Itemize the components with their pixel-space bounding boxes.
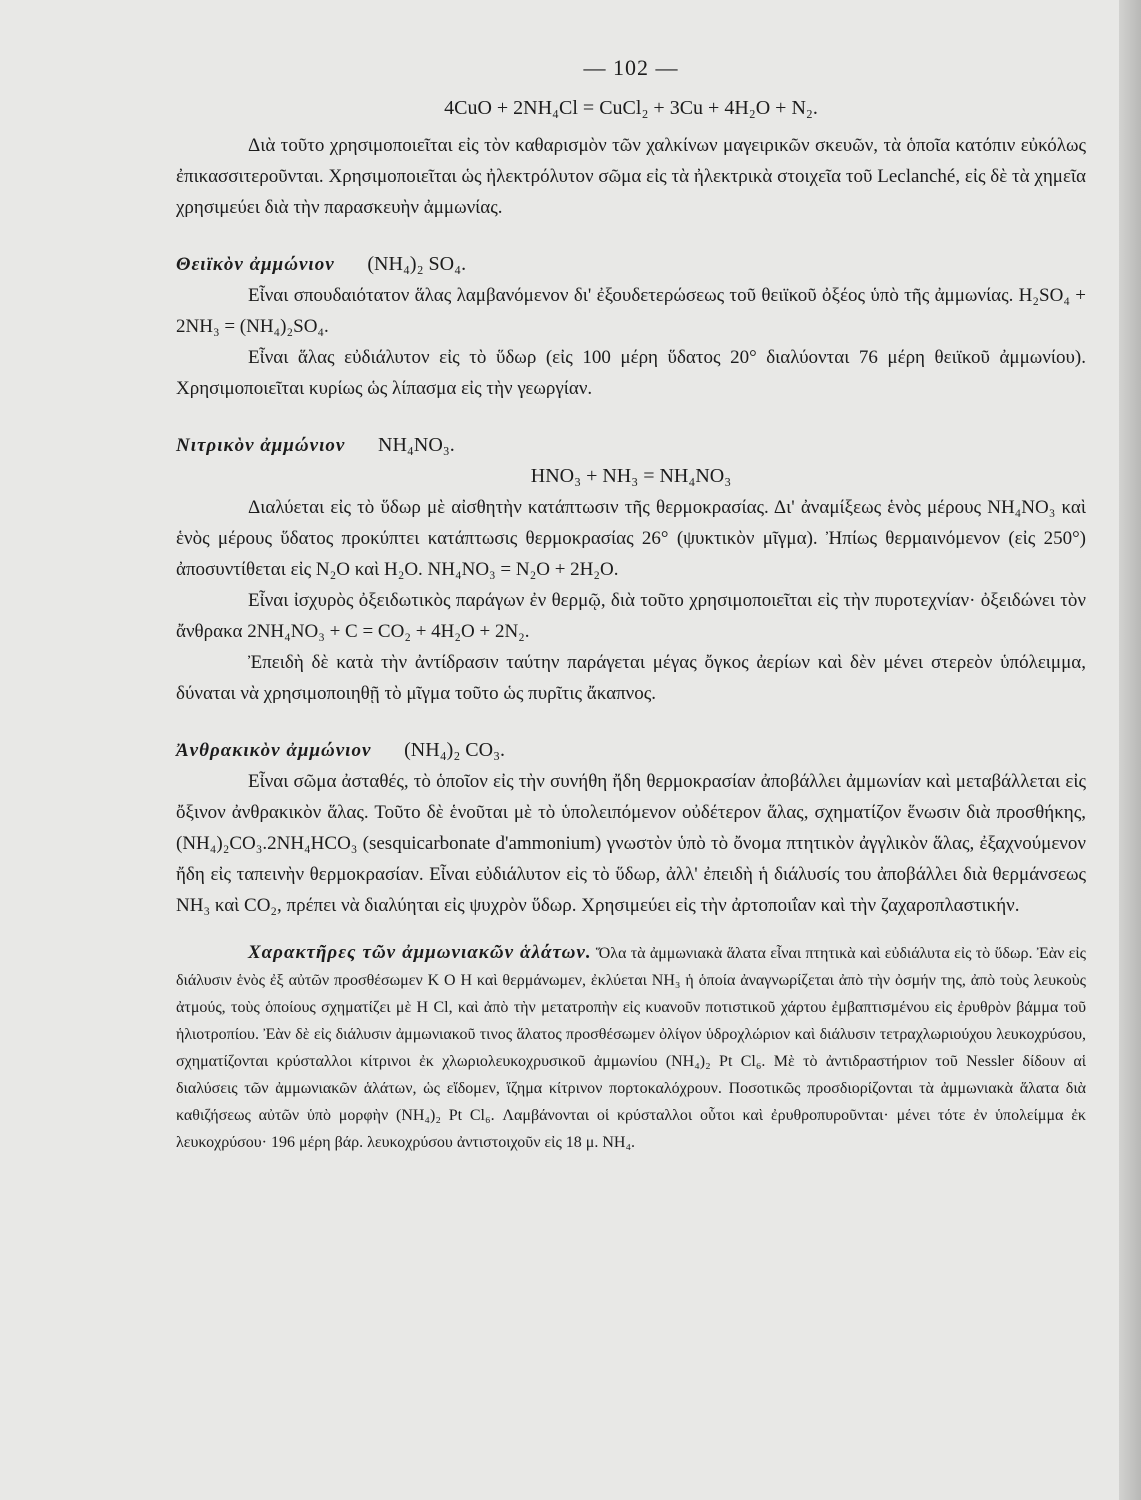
section-heading-sulfate <box>176 249 1086 280</box>
paragraph-nitrate-1: Διαλύεται εἰς τὸ ὕδωρ μὲ αἰσθητὴν κατάπτωσιν τῆς θερμοκρασίας. Δι' ἀναμίξεως ἑνὸς μέρους NH₄NO₃ καὶ ἑνὸς μέρους ὕδατος προκύπτει κατάπτωσις θερμοκρασίας 26° (ψυκτικὸν μῖγμα). Ἠπίως θερμαινόμενον (εἰς 250°) ἀποσυντίθεται εἰς N₂O καὶ H₂O. NH₄NO₃ = N₂O + 2H₂O. <box>176 497 1086 580</box>
section-title-characteristics: Χαρακτῆρες τῶν ἀμμωνιακῶν ἁλάτων. <box>248 942 592 963</box>
page-number: — 102 — <box>583 55 679 80</box>
paragraph-sulfate-1: Εἶναι σπουδαιότατον ἅλας λαμβανόμενον δι' ἐξουδετερώσεως τοῦ θειϊκοῦ ὀξέος ὑπὸ τῆς ἀμμωνίας. H₂SO₄ + 2NH₃ = (NH₄)₂SO₄. <box>176 285 1086 337</box>
paragraph-sulfate-2: Εἶναι ἅλας εὐδιάλυτον εἰς τὸ ὕδωρ (εἰς 100 μέρη ὕδατος 20° διαλύονται 76 μέρη θειϊκοῦ ἀμμωνίου). Χρησιμοποιεῖται κυρίως ὡς λίπασμα εἰς τὴν γεωργίαν. <box>176 347 1086 399</box>
section-title-sulfate: Θειϊκὸν ἀμμώνιον <box>176 254 335 275</box>
equation-nitrate-formation: HNO₃ + NH₃ = NH₄NO₃ <box>530 465 732 487</box>
equation-copper-reaction: 4CuO + 2NH₄Cl = CuCl₂ + 3Cu + 4H₂O + N₂. <box>444 97 818 119</box>
section-heading-nitrate <box>176 430 1086 461</box>
paragraph-nitrate-3: Ἐπειδὴ δὲ κατὰ τὴν ἀντίδρασιν ταύτην παράγεται μέγας ὄγκος ἀερίων καὶ δὲν μένει στερεὸν ὑπόλειμμα, δύναται νὰ χρησιμοποιηθῇ τὸ μῖγμα τοῦτο ὡς πυρῖτις ἄκαπνος. <box>176 652 1086 704</box>
section-heading-carbonate <box>176 735 1086 766</box>
section-formula-sulfate: (NH₄)₂ SO₄. <box>367 253 467 275</box>
page-edge-shadow <box>1119 0 1141 1500</box>
paragraph-characteristics <box>176 939 1086 1156</box>
section-title-nitrate: Νιτρικὸν ἀμμώνιον <box>176 435 346 456</box>
page-text-block <box>176 52 1086 1156</box>
section-formula-nitrate: NH₄NO₃. <box>378 434 455 456</box>
paragraph-nitrate-2: Εἶναι ἰσχυρὸς ὀξειδωτικὸς παράγων ἐν θερμῷ, διὰ τοῦτο χρησιμοποιεῖται εἰς τὴν πυροτεχνίαν· ὀξειδώνει τὸν ἄνθρακα 2NH₄NO₃ + C = CO₂ + 4H₂O + 2N₂. <box>176 590 1086 642</box>
section-formula-carbonate: (NH₄)₂ CO₃. <box>404 739 506 761</box>
characteristics-text: Ὅλα τὰ ἀμμωνιακὰ ἅλατα εἶναι πτητικὰ καὶ εὐδιάλυτα εἰς τὸ ὕδωρ. Ἐὰν εἰς διάλυσιν ἑνὸς ἐξ αὐτῶν προσθέσωμεν K O H καὶ θερμάνωμεν, ἐκλύεται NH₃ ἡ ὁποία ἀναγνωρίζεται ἀπὸ τὴν ὀσμήν της, ἀπὸ τοὺς λευκοὺς ἀτμούς, τοὺς ὁποίους σχηματίζει μὲ H Cl, καὶ ἀπὸ τὴν μετατροπὴν εἰς κυανοῦν ποτιστικοῦ χάρτου ἐμβαπτισμένου εἰς ἐρυθρὸν βάμμα τοῦ ἡλιοτροπίου. Ἐὰν δὲ εἰς διάλυσιν ἀμμωνιακοῦ τινος ἅλατος προσθέσωμεν ὀλίγον ὑδροχλώριον καὶ διάλυσιν τετραχλωριούχου λευκοχρύσου, σχηματίζονται κρύσταλλοι κίτρινοι ἐκ χλωριολευκοχρυσικοῦ ἀμμωνίου (NH₄)₂ Pt Cl₆. Μὲ τὸ ἀντιδραστήριον τοῦ Nessler δίδουν αἱ διαλύσεις τῶν ἀμμωνιακῶν ἁλάτων, ὡς εἴδομεν, ἵζημα κίτρινον πορτοκαλόχρουν. Ποσοτικῶς προσδιορίζονται τὰ ἀμμωνιακὰ ἅλατα διὰ καθιζήσεως αὐτῶν ὑπὸ μορφὴν (NH₄)₂ Pt Cl₆. Λαμβάνονται οἱ κρύσταλλοι οὗτοι καὶ ἐρυθροπυροῦνται· μένει τότε ἐν ὑπολείμμα ἐκ λευκοχρύσου· 196 μέρη βάρ. λευκοχρύσου ἀντιστοιχοῦν εἰς 18 μ. NH₄. <box>176 945 1086 1151</box>
section-title-carbonate: Ἀνθρακικὸν ἀμμώνιον <box>176 740 372 761</box>
paragraph-ammonium-chloride-uses: Διὰ τοῦτο χρησιμοποιεῖται εἰς τὸν καθαρισμὸν τῶν χαλκίνων μαγειρικῶν σκευῶν, τὰ ὁποῖα κατόπιν εὐκόλως ἐπικασσιτεροῦνται. Χρησιμοποιεῖται ὡς ἠλεκτρόλυτον σῶμα εἰς τὰ ἠλεκτρικὰ στοιχεῖα τοῦ Leclanché, εἰς δὲ τὰ χημεῖα χρησιμεύει διὰ τὴν παρασκευὴν ἀμμωνίας. <box>176 135 1086 218</box>
paragraph-carbonate-1: Εἶναι σῶμα ἀσταθές, τὸ ὁποῖον εἰς τὴν συνήθη ἤδη θερμοκρασίαν ἀποβάλλει ἀμμωνίαν καὶ μεταβάλλεται εἰς ὄξινον ἀνθρακικὸν ἅλας. Τοῦτο δὲ ἑνοῦται μὲ τὸ ὑπολειπόμενον οὐδέτερον ἅλας, σχηματίζον ἕνωσιν διὰ προσθήκης, (NH₄)₂CO₃.2NH₄HCO₃ (sesquicarbonate d'ammonium) γνωστὸν ὑπὸ τὸ ὄνομα πτητικὸν ἀγγλικὸν ἅλας, ἐξαχνούμενον ἤδη εἰς ταπεινὴν θερμοκρασίαν. Εἶναι εὐδιάλυτον εἰς τὸ ὕδωρ, ἀλλ' ἐπειδὴ ἡ διάλυσίς του ἀποβάλλει διὰ θερμάνσεως NH₃ καὶ CO₂, πρέπει νὰ διαλύηται εἰς ψυχρὸν ὕδωρ. Χρησιμεύει εἰς τὴν ἀρτοποιΐαν καὶ τὴν ζαχαροπλαστικήν. <box>176 771 1086 916</box>
